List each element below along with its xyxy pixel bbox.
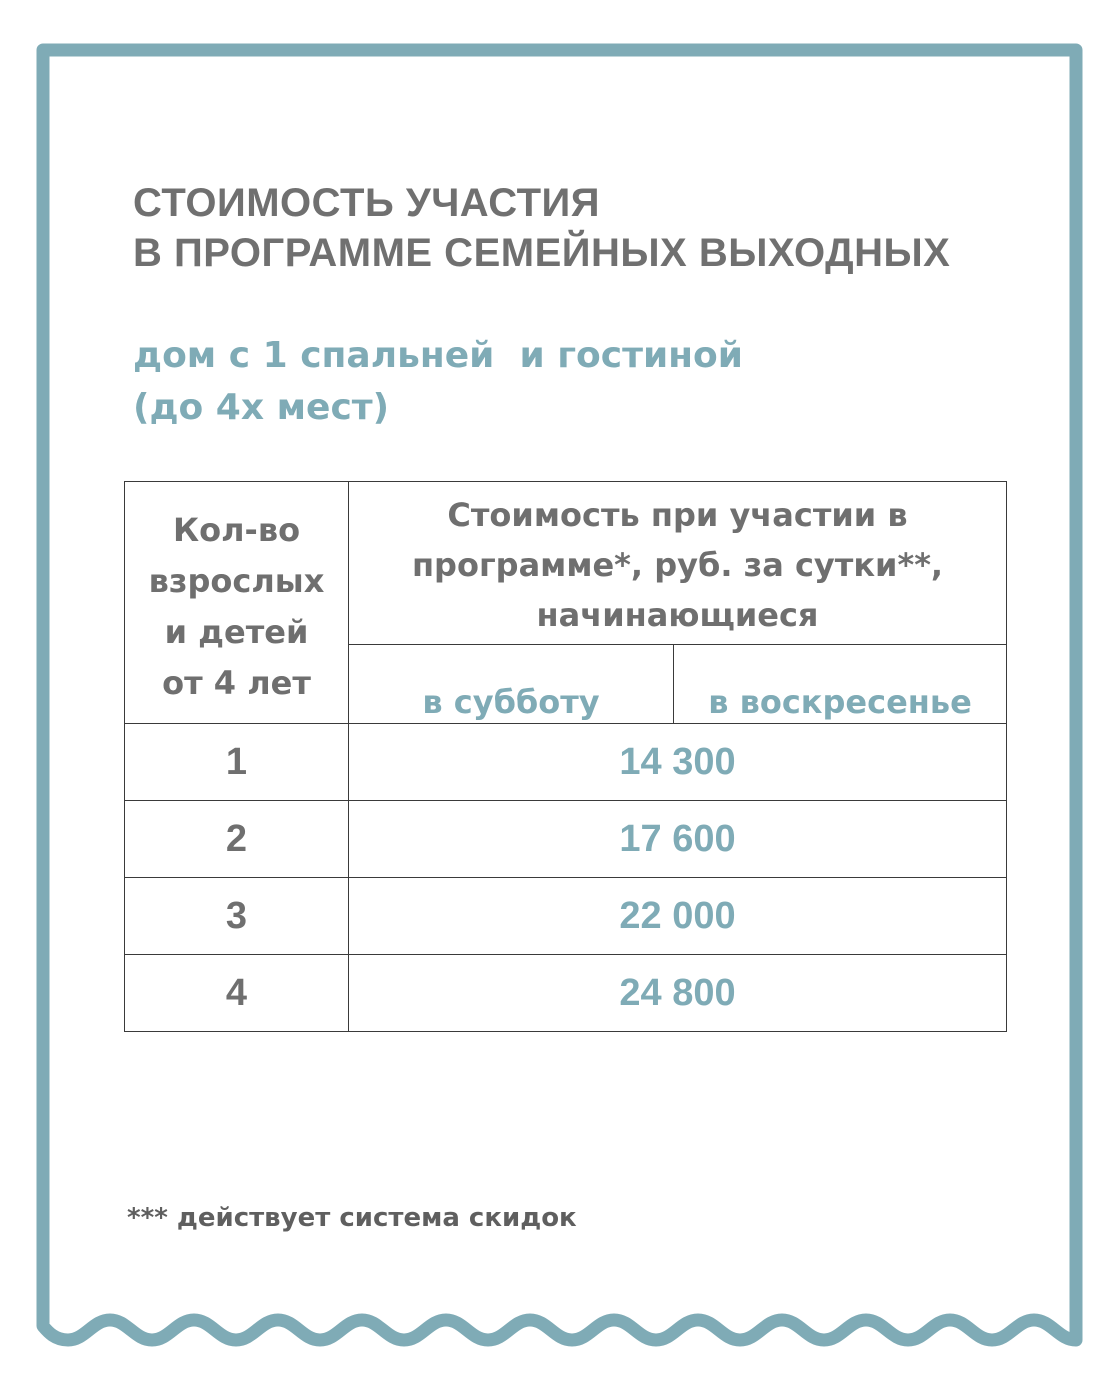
header-saturday: в субботу bbox=[349, 645, 674, 724]
header-sunday: в воскресенье bbox=[674, 645, 1007, 724]
guest-count-cell: 1 bbox=[125, 724, 349, 801]
header-left-line: взрослых bbox=[148, 561, 325, 600]
header-left-line: Кол-во bbox=[172, 510, 301, 549]
table-row bbox=[125, 724, 1007, 801]
subtitle-line-2: (до 4х мест) bbox=[133, 387, 390, 428]
header-guests-count bbox=[125, 482, 349, 724]
guest-count-cell: 4 bbox=[125, 955, 349, 1032]
price-cell: 14 300 bbox=[349, 724, 1007, 801]
table-row bbox=[125, 955, 1007, 1032]
discount-footnote: *** действует система скидок bbox=[127, 1203, 577, 1233]
accommodation-subtitle bbox=[133, 330, 743, 434]
price-cell: 22 000 bbox=[349, 878, 1007, 955]
price-cell: 24 800 bbox=[349, 955, 1007, 1032]
table-row bbox=[125, 878, 1007, 955]
title-line-1: СТОИМОСТЬ УЧАСТИЯ bbox=[133, 181, 601, 225]
table-row bbox=[125, 801, 1007, 878]
header-main-line: Стоимость при участии в bbox=[447, 496, 908, 534]
header-left-line: от 4 лет bbox=[162, 663, 311, 702]
price-table bbox=[124, 481, 1007, 1032]
title-line-2: В ПРОГРАММЕ СЕМЕЙНЫХ ВЫХОДНЫХ bbox=[133, 231, 951, 275]
table-header-row bbox=[125, 482, 1007, 645]
subtitle-line-1: дом с 1 спальней и гостиной bbox=[133, 335, 743, 376]
header-main-line: программе*, руб. за сутки**, bbox=[411, 546, 944, 584]
guest-count-cell: 2 bbox=[125, 801, 349, 878]
header-main-line: начинающиеся bbox=[536, 596, 819, 634]
guest-count-cell: 3 bbox=[125, 878, 349, 955]
page-title bbox=[133, 178, 950, 278]
header-left-line: и детей bbox=[164, 612, 309, 651]
header-price-description bbox=[349, 482, 1007, 645]
price-cell: 17 600 bbox=[349, 801, 1007, 878]
